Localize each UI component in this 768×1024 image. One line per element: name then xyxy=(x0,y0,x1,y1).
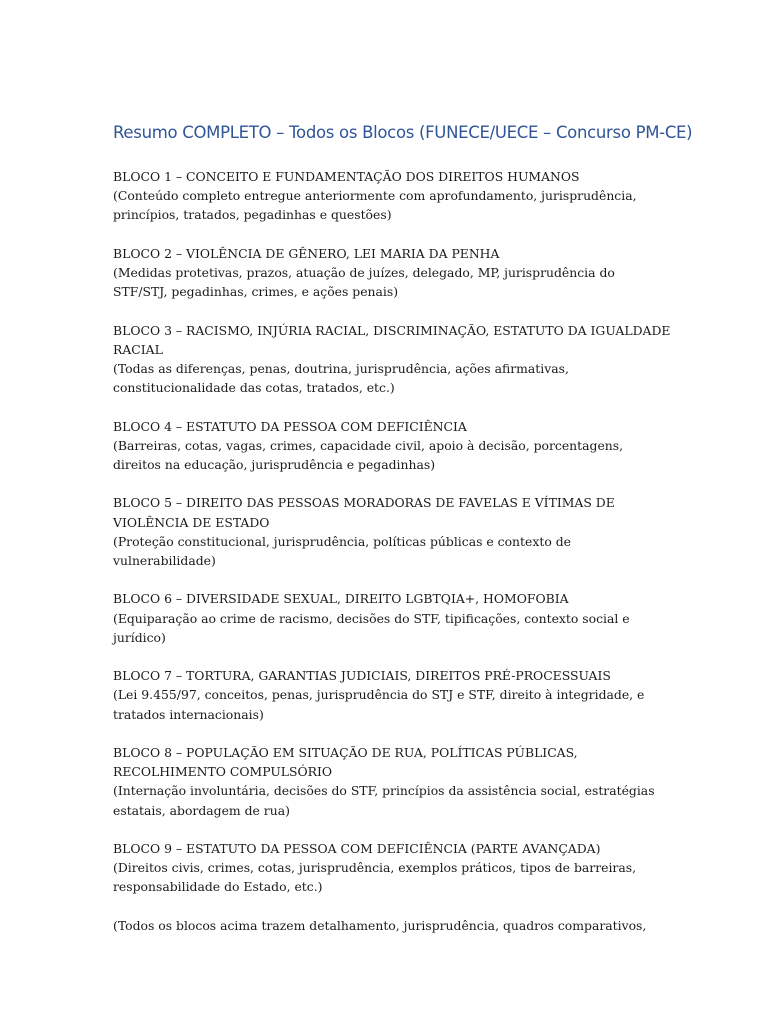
block-description: (Equiparação ao crime de racismo, decisões do STF, tipificações, contexto social e jurídico) xyxy=(113,610,630,645)
closing-note: (Todos os blocos acima trazem detalhamento, jurisprudência, quadros comparativos, xyxy=(113,917,647,933)
block-description: (Internação involuntária, decisões do STF, princípios da assistência social, estratégias estatais, abordagem de rua) xyxy=(113,783,655,818)
block-heading: BLOCO 7 – TORTURA, GARANTIAS JUDICIAIS, DIREITOS PRÉ-PROCESSUAIS xyxy=(113,668,611,684)
block-description: (Conteúdo completo entregue anteriormente com aprofundamento, jurisprudência, princípios, tratados, pegadinhas e questões) xyxy=(113,188,637,223)
block-heading: BLOCO 2 – VIOLÊNCIA DE GÊNERO, LEI MARIA DA PENHA xyxy=(113,245,500,261)
block-3 xyxy=(113,321,673,398)
block-heading: BLOCO 4 – ESTATUTO DA PESSOA COM DEFICIÊNCIA xyxy=(113,418,467,434)
block-1 xyxy=(113,167,673,225)
document-content xyxy=(113,167,673,935)
block-heading: BLOCO 9 – ESTATUTO DA PESSOA COM DEFICIÊNCIA (PARTE AVANÇADA) xyxy=(113,840,601,856)
block-4 xyxy=(113,417,673,475)
block-description: (Medidas protetivas, prazos, atuação de juízes, delegado, MP, jurisprudência do STF/STJ, pegadinhas, crimes, e ações penais) xyxy=(113,265,615,300)
block-2 xyxy=(113,244,673,302)
block-description: (Proteção constitucional, jurisprudência, políticas públicas e contexto de vulnerabilidade) xyxy=(113,533,571,568)
block-description: (Direitos civis, crimes, cotas, jurisprudência, exemplos práticos, tipos de barreiras, responsabilidade do Estado, etc.) xyxy=(113,860,637,895)
block-9 xyxy=(113,839,673,897)
block-description: (Todas as diferenças, penas, doutrina, jurisprudência, ações afirmativas, constitucionalidade das cotas, tratados, etc.) xyxy=(113,361,569,396)
block-8 xyxy=(113,743,673,820)
document-title: Resumo COMPLETO – Todos os Blocos (FUNECE/UECE – Concurso PM-CE) xyxy=(113,123,693,142)
block-6 xyxy=(113,589,673,647)
block-heading: BLOCO 8 – POPULAÇÃO EM SITUAÇÃO DE RUA, POLÍTICAS PÚBLICAS, RECOLHIMENTO COMPULSÓRIO xyxy=(113,744,578,780)
block-description: (Barreiras, cotas, vagas, crimes, capacidade civil, apoio à decisão, porcentagens, direitos na educação, jurisprudência e pegadinhas) xyxy=(113,437,624,472)
block-heading: BLOCO 3 – RACISMO, INJÚRIA RACIAL, DISCRIMINAÇÃO, ESTATUTO DA IGUALDADE RACIAL xyxy=(113,322,671,357)
block-5 xyxy=(113,493,673,570)
block-description: (Lei 9.455/97, conceitos, penas, jurisprudência do STJ e STF, direito à integridade, e tratados internacionais) xyxy=(113,687,645,722)
block-7 xyxy=(113,666,673,724)
block-heading: BLOCO 5 – DIREITO DAS PESSOAS MORADORAS DE FAVELAS E VÍTIMAS DE VIOLÊNCIA DE ESTADO xyxy=(113,495,615,530)
block-heading: BLOCO 6 – DIVERSIDADE SEXUAL, DIREITO LGBTQIA+, HOMOFOBIA xyxy=(113,591,569,607)
block-heading: BLOCO 1 – CONCEITO E FUNDAMENTAÇÃO DOS DIREITOS HUMANOS xyxy=(113,169,580,184)
